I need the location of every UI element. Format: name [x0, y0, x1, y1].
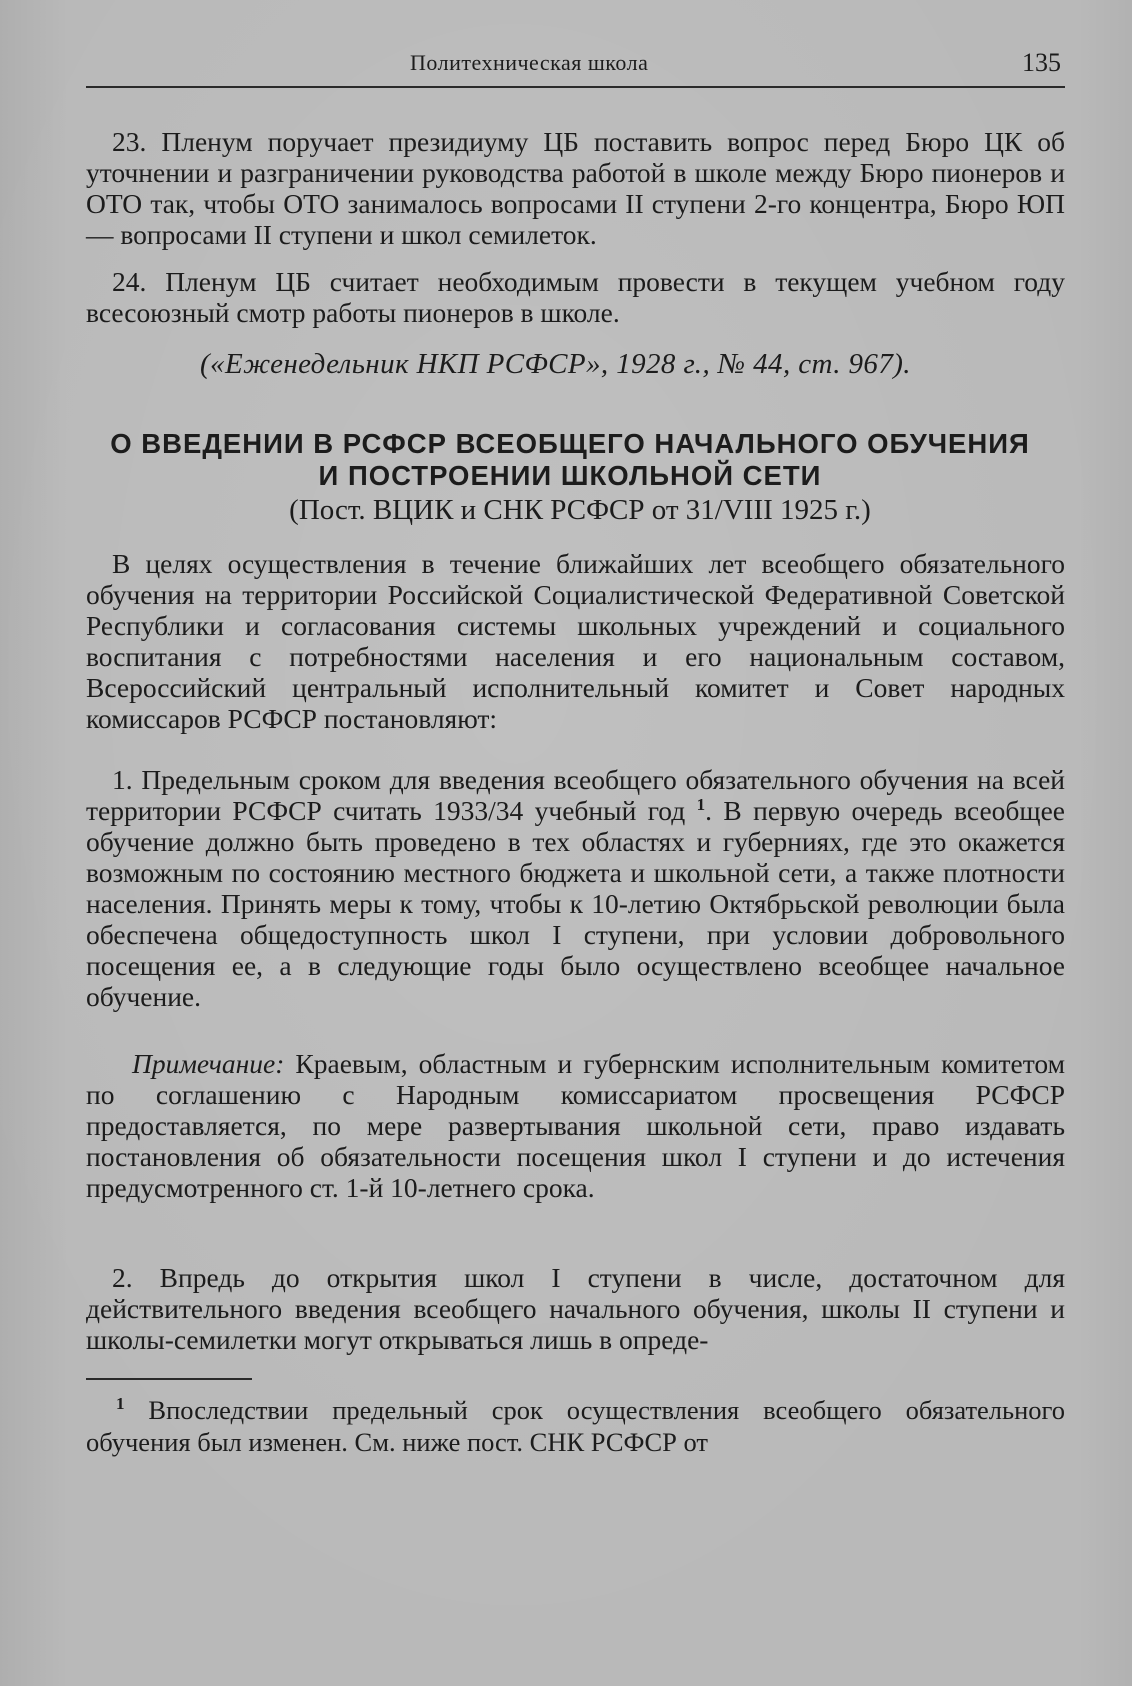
decree-preamble: В целях осуществления в течение ближайших лет всеобщего обязательного обучения на территории Российской Социалистической Федеративной Советской Республики и согласования системы школьных учреждений и социального воспитания с потребностями населения и его национальным составом, Всероссийский центральный исполнительный комитет и Совет народных комиссаров РСФСР постановляют: — [86, 548, 1065, 734]
page-margin — [1132, 0, 1146, 1686]
decree-item-1 — [86, 764, 1065, 1012]
paragraph-24: 24. Пленум ЦБ считает необходимым провести в текущем учебном году всесоюзный смотр работы пионеров в школе. — [86, 266, 1065, 328]
note-text: Краевым, областным и губернским исполнительным комитетом по соглашению с Народным комиссариатом просвещения РСФСР предоставляется, по мере развертывания школьной сети, право издавать постановления об обязательности посещения школ I ступени и до истечения предусмотренного ст. 1-й 10-летнего срока. — [86, 1048, 1065, 1203]
footnote-rule — [86, 1378, 252, 1380]
footnote — [86, 1394, 1065, 1458]
decree-title-line-2: И ПОСТРОЕНИИ ШКОЛЬНОЙ СЕТИ — [318, 460, 822, 491]
header-rule — [86, 86, 1065, 88]
paragraph-23: 23. Пленум поручает президиуму ЦБ поставить вопрос перед Бюро ЦК об уточнении и разграничении руководства работой в школе между Бюро пионеров и ОТО так, чтобы ОТО занималось вопросами II ступени 2-го концентра, Бюро ЮП — вопросами II ступени и школ семилеток. — [86, 126, 1065, 250]
decree-subtitle: (Пост. ВЦИК и СНК РСФСР от 31/VIII 1925 г.) — [289, 494, 871, 526]
decree-item-1-continuation: . В первую очередь всеобщее обучение должно быть проведено в тех областях и губерниях, где это окажется возможным по состоянию местного бюджета и школьной сети, а также плотности населения. Принять меры к тому, чтобы к 10-летию Октябрьской революции была обеспечена общедоступность школ I ступени, при условии добровольного посещения ее, а в следующие годы было осуществлено всеобщее начальное обучение. — [86, 795, 1065, 1012]
decree-title-line-1: О ВВЕДЕНИИ В РСФСР ВСЕОБЩЕГО НАЧАЛЬНОГО ОБУЧЕНИЯ — [110, 428, 1030, 459]
page-number: 135 — [1022, 48, 1061, 77]
running-title: Политехническая школа — [410, 50, 649, 75]
footnote-reference: 1 — [696, 794, 706, 814]
note-label: Примечание: — [132, 1048, 285, 1079]
footnote-text: Впоследствии предельный срок осуществления всеобщего обязательного обучения был изменен. См. ниже пост. СНК РСФСР от — [86, 1395, 1065, 1457]
source-citation: («Еженедельник НКП РСФСР», 1928 г., № 44, ст. 967). — [200, 348, 911, 380]
footnote-mark: 1 — [116, 1394, 125, 1414]
decree-note — [86, 1048, 1065, 1203]
decree-item-1-text: 1. Предельным сроком для введения всеобщего обязательного обучения на всей территории РСФСР считать 1933/34 учебный год — [86, 764, 1065, 826]
decree-item-2: 2. Впредь до открытия школ I ступени в числе, достаточном для действительного введения всеобщего начального обучения, школы II ступени и школы-семилетки могут открываться лишь в опреде- — [86, 1262, 1065, 1355]
